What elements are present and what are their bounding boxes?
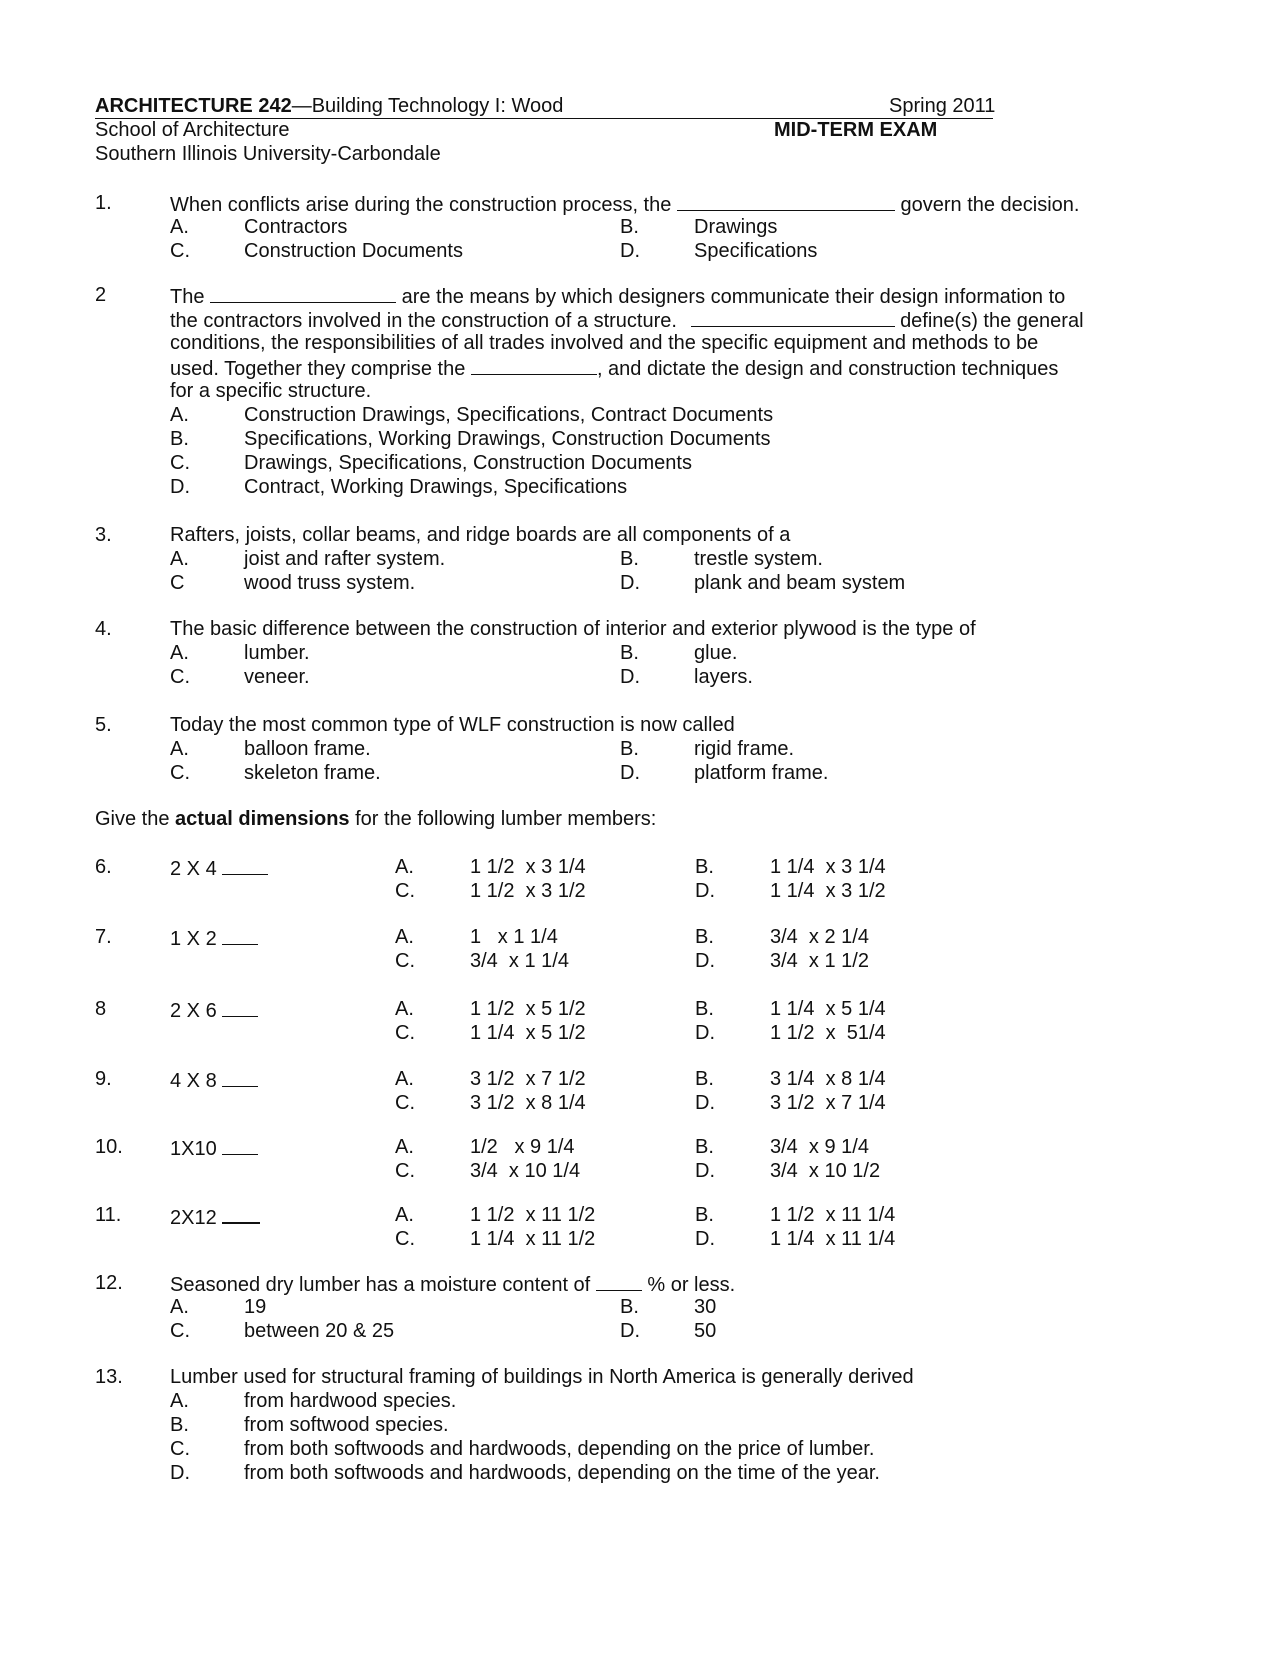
option-b[interactable]: 1 1/4 x 5 1/4: [770, 998, 886, 1020]
option-letter-b: B.: [170, 1414, 189, 1436]
question-text-end: govern the decision.: [900, 194, 1080, 216]
instruction-text-start: Give the: [95, 808, 176, 830]
instruction-text-end: for the following lumber members:: [349, 808, 657, 830]
option-a[interactable]: 1 1/2 x 3 1/4: [470, 856, 586, 878]
option-letter-c: C.: [395, 950, 415, 972]
option-b[interactable]: 30: [694, 1296, 717, 1318]
option-letter-d: D.: [620, 240, 640, 262]
option-letter-c: C.: [170, 666, 190, 688]
option-c[interactable]: Construction Documents: [244, 240, 463, 262]
question-text-end: , and dictate the design and construction techniques: [596, 358, 1059, 380]
question-number: 2: [95, 284, 107, 306]
option-b[interactable]: trestle system.: [694, 548, 823, 570]
option-letter-a: A.: [395, 1068, 414, 1090]
option-letter-d: D.: [695, 1092, 715, 1114]
answer-blank-2[interactable]: [691, 307, 895, 327]
option-a[interactable]: 1 1/2 x 5 1/2: [470, 998, 586, 1020]
lumber-size-label: 1 X 2: [170, 928, 217, 950]
option-letter-a: A.: [170, 1390, 189, 1412]
question-number: 3.: [95, 524, 112, 546]
option-letter-c: C: [170, 572, 185, 594]
option-b[interactable]: Drawings: [694, 216, 778, 238]
option-letter-d: D.: [695, 950, 715, 972]
option-letter-a: A.: [170, 1296, 189, 1318]
option-letter-a: A.: [395, 1204, 414, 1226]
option-b[interactable]: 3/4 x 9 1/4: [770, 1136, 869, 1158]
option-letter-b: B.: [695, 1136, 714, 1158]
option-letter-b: B.: [620, 216, 639, 238]
question-number: 10.: [95, 1136, 123, 1158]
question-number: 7.: [95, 926, 112, 948]
option-c[interactable]: 1 1/4 x 5 1/2: [470, 1022, 586, 1044]
question-text-line-1: [170, 283, 1065, 309]
option-letter-a: A.: [170, 216, 189, 238]
lumber-size: [170, 855, 268, 881]
option-letter-c: C.: [395, 1228, 415, 1250]
option-letter-a: A.: [395, 926, 414, 948]
option-d[interactable]: 1 1/2 x 51/4: [770, 1022, 886, 1044]
answer-blank-3[interactable]: [471, 355, 597, 375]
question-number: 8: [95, 998, 107, 1020]
section-instruction: [95, 807, 656, 831]
option-d[interactable]: 1 1/4 x 11 1/4: [770, 1228, 896, 1250]
answer-blank[interactable]: [222, 1067, 258, 1087]
lumber-size: [170, 1135, 258, 1161]
question-text-line-3: conditions, the responsibilities of all trades involved and the specific equipment and methods to be: [170, 332, 1039, 354]
option-letter-a: A.: [395, 998, 414, 1020]
option-letter-c: C.: [170, 240, 190, 262]
option-b[interactable]: 3/4 x 2 1/4: [770, 926, 869, 948]
option-c[interactable]: wood truss system.: [244, 572, 416, 594]
option-b[interactable]: Specifications, Working Drawings, Construction Documents: [244, 428, 771, 450]
option-letter-d: D.: [695, 880, 715, 902]
question-number: 12.: [95, 1272, 123, 1294]
option-a[interactable]: joist and rafter system.: [244, 548, 446, 570]
option-letter-b: B.: [695, 1068, 714, 1090]
question-text: [170, 1271, 735, 1297]
option-d[interactable]: Specifications: [694, 240, 818, 262]
lumber-size: [170, 1203, 260, 1230]
option-letter-d: D.: [695, 1228, 715, 1250]
option-d[interactable]: 50: [694, 1320, 717, 1342]
option-letter-d: D.: [620, 1320, 640, 1342]
option-d[interactable]: from both softwoods and hardwoods, depending on the time of the year.: [244, 1462, 880, 1484]
option-letter-b: B.: [695, 926, 714, 948]
option-letter-b: B.: [695, 1204, 714, 1226]
option-c[interactable]: 3/4 x 10 1/4: [470, 1160, 581, 1182]
question-text-start: the contractors involved in the construction of a structure.: [170, 310, 677, 332]
answer-blank[interactable]: [596, 1271, 642, 1291]
option-letter-b: B.: [620, 1296, 639, 1318]
course-code: ARCHITECTURE 242: [95, 95, 292, 117]
option-b[interactable]: 3 1/4 x 8 1/4: [770, 1068, 886, 1090]
answer-blank[interactable]: [222, 1203, 260, 1224]
question-number: 13.: [95, 1366, 123, 1388]
option-a[interactable]: Construction Drawings, Specifications, Contract Documents: [244, 404, 774, 426]
question-number: 6.: [95, 856, 112, 878]
question-text-line-4: [170, 355, 1058, 381]
question-number: 9.: [95, 1068, 112, 1090]
lumber-size: [170, 1067, 258, 1093]
option-letter-a: A.: [170, 548, 189, 570]
question-text: Rafters, joists, collar beams, and ridge boards are all components of a: [170, 524, 791, 546]
course-title: —Building Technology I: Wood: [291, 95, 564, 117]
option-letter-b: B.: [620, 548, 639, 570]
question-text-start: When conflicts arise during the construction process, the: [170, 194, 672, 216]
question-number: 11.: [95, 1204, 122, 1226]
option-c[interactable]: 3/4 x 1 1/4: [470, 950, 569, 972]
answer-blank[interactable]: [222, 925, 258, 945]
option-letter-c: C.: [170, 452, 190, 474]
course-heading: [95, 94, 563, 118]
option-letter-d: D.: [170, 1462, 190, 1484]
option-b[interactable]: from softwood species.: [244, 1414, 449, 1436]
lumber-size: [170, 997, 258, 1023]
lumber-size-label: 2X12: [170, 1207, 217, 1229]
option-letter-c: C.: [395, 880, 415, 902]
option-d[interactable]: Contract, Working Drawings, Specifications: [244, 476, 628, 498]
question-number: 5.: [95, 714, 112, 736]
answer-blank[interactable]: [222, 855, 268, 875]
option-letter-c: C.: [170, 762, 190, 784]
option-letter-d: D.: [695, 1022, 715, 1044]
option-letter-a: A.: [395, 856, 414, 878]
question-text: [170, 191, 1080, 217]
option-letter-c: C.: [170, 1320, 190, 1342]
question-text: The basic difference between the construction of interior and exterior plywood is the type of: [170, 618, 976, 640]
option-a[interactable]: 1/2 x 9 1/4: [470, 1136, 575, 1158]
option-c[interactable]: from both softwoods and hardwoods, depending on the price of lumber.: [244, 1438, 875, 1460]
option-d[interactable]: 3 1/2 x 7 1/4: [770, 1092, 886, 1114]
question-text: Today the most common type of WLF construction is now called: [170, 714, 735, 736]
option-d[interactable]: plank and beam system: [694, 572, 906, 594]
option-d[interactable]: 1 1/4 x 3 1/2: [770, 880, 886, 902]
question-text-line-5: for a specific structure.: [170, 380, 372, 402]
option-c[interactable]: between 20 & 25: [244, 1320, 395, 1342]
option-a[interactable]: Contractors: [244, 216, 348, 238]
option-letter-b: B.: [620, 738, 639, 760]
option-c[interactable]: 3 1/2 x 8 1/4: [470, 1092, 586, 1114]
option-letter-d: D.: [695, 1160, 715, 1182]
option-letter-a: A.: [170, 738, 189, 760]
option-c[interactable]: 1 1/4 x 11 1/2: [470, 1228, 596, 1250]
instruction-emphasis: actual dimensions: [175, 808, 350, 830]
option-c[interactable]: Drawings, Specifications, Construction Documents: [244, 452, 692, 474]
option-b[interactable]: 1 1/2 x 11 1/4: [770, 1204, 896, 1226]
lumber-size: [170, 925, 258, 951]
option-letter-d: D.: [620, 762, 640, 784]
option-c[interactable]: skeleton frame.: [244, 762, 381, 784]
lumber-size-label: 1X10: [170, 1138, 217, 1160]
option-letter-b: B.: [620, 642, 639, 664]
option-letter-b: B.: [170, 428, 189, 450]
university-name: Southern Illinois University-Carbondale: [95, 143, 441, 165]
option-letter-d: D.: [170, 476, 190, 498]
answer-blank[interactable]: [677, 191, 895, 211]
option-d[interactable]: platform frame.: [694, 762, 829, 784]
option-c[interactable]: veneer.: [244, 666, 310, 688]
question-text-end: are the means by which designers communicate their design information to: [401, 286, 1066, 308]
option-d[interactable]: 3/4 x 10 1/2: [770, 1160, 881, 1182]
lumber-size-label: 2 X 6: [170, 1000, 217, 1022]
option-c[interactable]: 1 1/2 x 3 1/2: [470, 880, 586, 902]
answer-blank[interactable]: [222, 1135, 258, 1155]
option-letter-c: C.: [170, 1438, 190, 1460]
option-b[interactable]: glue.: [694, 642, 738, 664]
option-a[interactable]: lumber.: [244, 642, 310, 664]
option-letter-c: C.: [395, 1160, 415, 1182]
school-name: School of Architecture: [95, 119, 290, 141]
option-d[interactable]: layers.: [694, 666, 753, 688]
question-number: 4.: [95, 618, 112, 640]
question-text-start: used. Together they comprise the: [170, 358, 466, 380]
option-letter-a: A.: [170, 404, 189, 426]
lumber-size-label: 4 X 8: [170, 1070, 217, 1092]
option-letter-d: D.: [620, 572, 640, 594]
question-text-end: % or less.: [647, 1274, 736, 1296]
question-number: 1.: [95, 192, 112, 214]
option-a[interactable]: 1 1/2 x 11 1/2: [470, 1204, 596, 1226]
option-a[interactable]: balloon frame.: [244, 738, 371, 760]
question-text-end: define(s) the general: [900, 310, 1084, 332]
option-a[interactable]: from hardwood species.: [244, 1390, 457, 1412]
option-letter-c: C.: [395, 1092, 415, 1114]
option-letter-b: B.: [695, 998, 714, 1020]
option-letter-c: C.: [395, 1022, 415, 1044]
question-text-start: Seasoned dry lumber has a moisture content of: [170, 1274, 591, 1296]
exam-title: MID-TERM EXAM: [774, 119, 938, 141]
question-text-start: The: [170, 286, 205, 308]
option-letter-a: A.: [395, 1136, 414, 1158]
option-d[interactable]: 3/4 x 1 1/2: [770, 950, 869, 972]
option-b[interactable]: 1 1/4 x 3 1/4: [770, 856, 886, 878]
option-a[interactable]: 3 1/2 x 7 1/2: [470, 1068, 586, 1090]
option-a[interactable]: 1 x 1 1/4: [470, 926, 558, 948]
answer-blank[interactable]: [222, 997, 258, 1017]
option-b[interactable]: rigid frame.: [694, 738, 795, 760]
lumber-size-label: 2 X 4: [170, 858, 217, 880]
question-text: Lumber used for structural framing of buildings in North America is generally derived: [170, 1366, 914, 1388]
question-text-line-2: [170, 307, 1084, 333]
option-letter-a: A.: [170, 642, 189, 664]
term: Spring 2011: [889, 95, 996, 117]
answer-blank-1[interactable]: [210, 283, 396, 303]
option-a[interactable]: 19: [244, 1296, 267, 1318]
option-letter-b: B.: [695, 856, 714, 878]
option-letter-d: D.: [620, 666, 640, 688]
